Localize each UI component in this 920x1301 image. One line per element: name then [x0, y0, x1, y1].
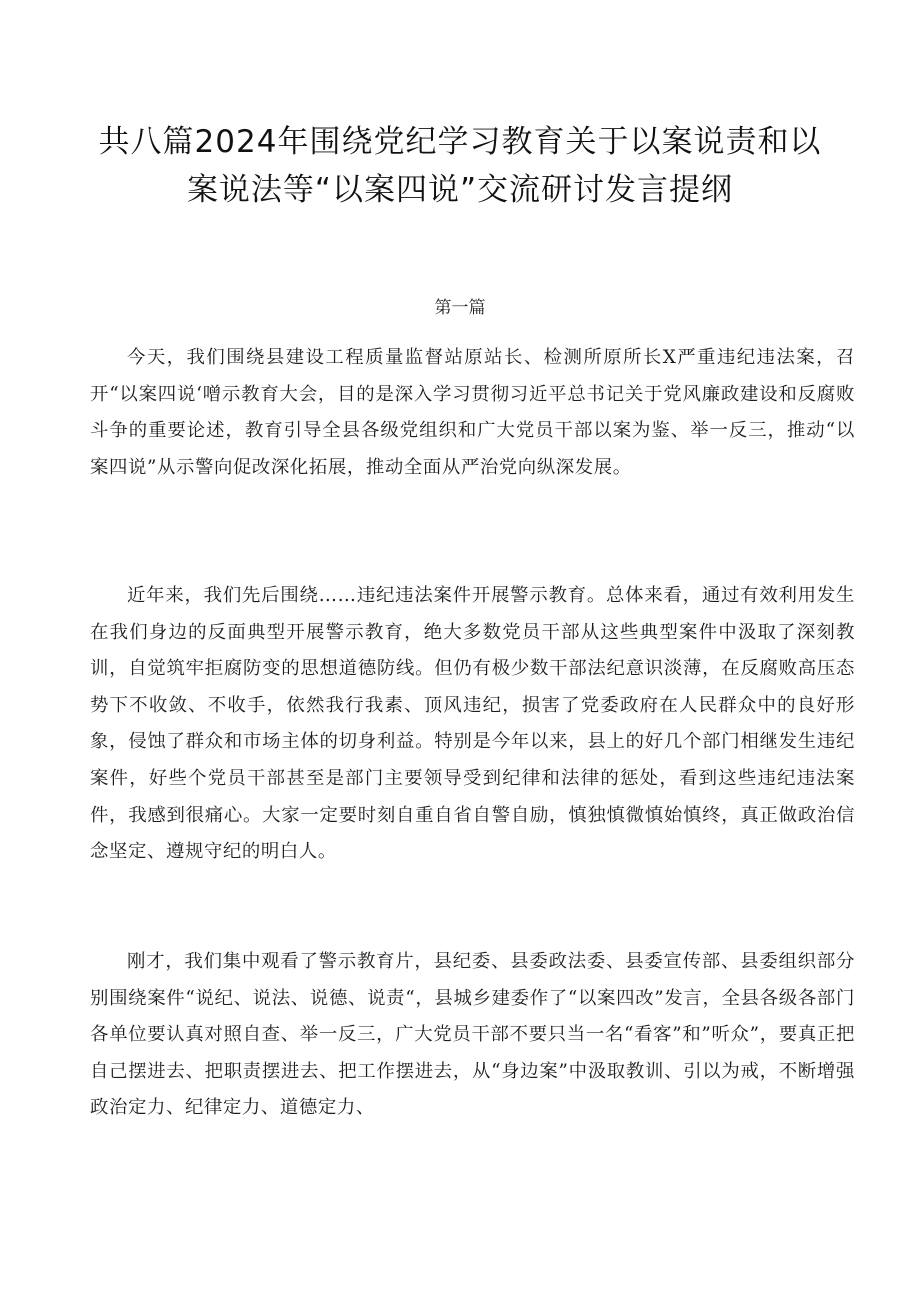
- document-title-line-1: 共八篇2024年围绕党纪学习教育关于以案说责和以: [98, 124, 822, 160]
- document-title-line-2: 案说法等“以案四说”交流研讨发言提纲: [186, 172, 734, 208]
- body-paragraph-3: 刚才，我们集中观看了警示教育片，县纪委、县委政法委、县委宣传部、县委组织部分别围绕案件“说纪、说法、说德、说责“，县城乡建委作了“以案四改”发言，全县各级各部门各单位要认真对照自查、举一反三，广大党员干部不要只当一名“看客”和”听众”，要真正把自己摆进去、把职责摆进去、把工作摆进去，从“身边案”中汲取教训、引以为戒，不断增强政治定力、纪律定力、道德定力、: [90, 951, 855, 1119]
- body-paragraph-2: 近年来，我们先后围绕……违纪违法案件开展警示教育。总体来看，通过有效利用发生在我们身边的反面典型开展警示教育，绝大多数党员干部从这些典型案件中汲取了深刻教训，自觉筑牢拒腐防变的思想道德防线。但仍有极少数干部法纪意识淡薄，在反腐败高压态势下不收敛、不收手，依然我行我素、顶风违纪，损害了党委政府在人民群众中的良好形象，侵蚀了群众和市场主体的切身利益。特别是今年以来，县上的好几个部门相继发生违纪案件，好些个党员干部甚至是部门主要领导受到纪律和法律的惩处，看到这些违纪违法案件，我感到很痛心。大家一定要时刻自重自省自警自励，慎独慎微慎始慎终，真正做政治信念坚定、遵规守纪的明白人。: [90, 585, 855, 863]
- body-paragraph-1: 今天，我们围绕县建设工程质量监督站原站长、检测所原所长X严重违纪违法案，召开“以案四说‘噌示教育大会，目的是深入学习贯彻习近平总书记关于党风廉政建设和反腐败斗争的重要论述，教育引导全县各级党组织和广大党员干部以案为鉴、举一反三，推动“以案四说”从示警向促改深化拓展，推动全面从严治党向纵深发展。: [90, 347, 855, 478]
- section-heading: 第一篇: [434, 298, 486, 318]
